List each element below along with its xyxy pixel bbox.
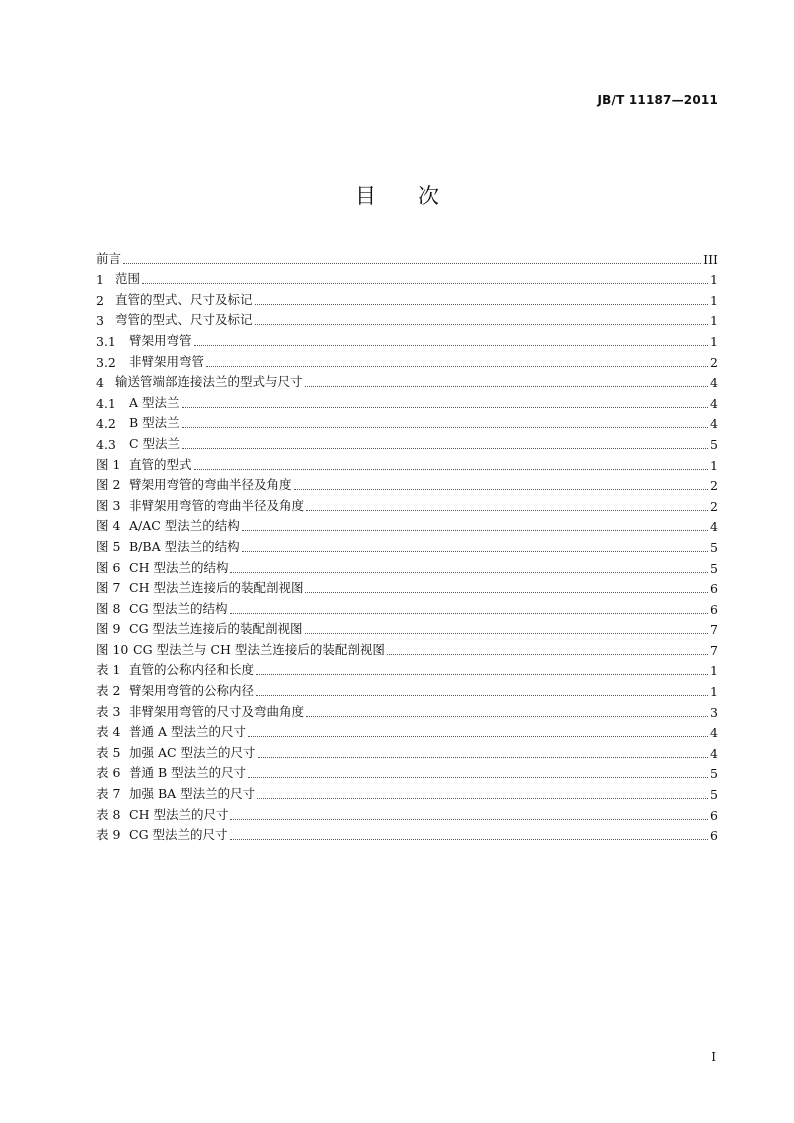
page-title [0, 180, 794, 210]
toc-entry-number: 表 2 [96, 683, 121, 699]
toc-entry[interactable] [96, 349, 718, 370]
toc-leader-dots [255, 318, 709, 325]
toc-entry-number: 表 4 [96, 724, 121, 740]
toc-entry-label: 臂架用弯管 [129, 332, 192, 348]
toc-leader-dots [305, 627, 709, 634]
toc-entry[interactable] [96, 287, 718, 308]
toc-leader-dots [230, 565, 708, 572]
toc-entry-page: 5 [710, 787, 718, 803]
toc-entry[interactable] [96, 431, 718, 452]
toc-leader-dots [182, 401, 709, 408]
toc-entry-page: 5 [710, 766, 718, 782]
toc-leader-dots [306, 503, 708, 510]
toc-leader-dots [305, 380, 709, 387]
toc-entry[interactable] [96, 802, 718, 823]
toc-entry-label: 前言 [96, 250, 122, 266]
toc-leader-dots [194, 339, 709, 346]
toc-entry-page: 3 [710, 704, 718, 720]
toc-entry-page: 7 [710, 642, 718, 658]
toc-leader-dots [123, 256, 701, 263]
toc-entry-label: 普通 B 型法兰的尺寸 [129, 765, 247, 781]
toc-entry-label: A/AC 型法兰的结构 [129, 518, 240, 534]
toc-entry-label: CH 型法兰的结构 [129, 559, 229, 575]
toc-entry-label: CH 型法兰的尺寸 [129, 806, 229, 822]
toc-entry-page: 4 [710, 519, 718, 535]
toc-entry-number: 图 3 [96, 497, 121, 513]
toc-leader-dots [256, 668, 708, 675]
toc-entry-label: 输送管端部连接法兰的型式与尺寸 [115, 374, 303, 390]
toc-entry-label: 直管的公称内径和长度 [129, 662, 255, 678]
toc-entry-number: 图 10 [96, 641, 129, 657]
toc-entry-label: B 型法兰 [129, 415, 180, 431]
toc-entry-number: 4.1 [96, 395, 116, 411]
toc-entry[interactable] [96, 493, 718, 514]
toc-entry-number: 图 7 [96, 580, 121, 596]
title-char-1: 目 [355, 184, 376, 208]
toc-entry-page: III [703, 251, 718, 267]
toc-entry[interactable] [96, 411, 718, 432]
toc-entry-page: 6 [710, 807, 718, 823]
toc-entry-number: 表 5 [96, 744, 121, 760]
toc-leader-dots [256, 689, 708, 696]
toc-entry-label: 加强 AC 型法兰的尺寸 [129, 744, 256, 760]
toc-entry[interactable] [96, 452, 718, 473]
toc-entry-label: 臂架用弯管的公称内径 [129, 683, 255, 699]
toc-leader-dots [194, 462, 709, 469]
toc-entry[interactable] [96, 246, 718, 267]
toc-entry-page: 2 [710, 478, 718, 494]
title-char-2: 次 [418, 184, 439, 208]
toc-leader-dots [206, 359, 708, 366]
toc-entry[interactable] [96, 720, 718, 741]
toc-entry-page: 1 [710, 333, 718, 349]
toc-entry-page: 6 [710, 828, 718, 844]
toc-entry-number: 图 9 [96, 621, 121, 637]
toc-leader-dots [255, 298, 709, 305]
toc-entry-number: 3 [96, 313, 104, 329]
toc-leader-dots [230, 606, 709, 613]
toc-leader-dots [230, 812, 708, 819]
toc-entry-number: 2 [96, 292, 104, 308]
toc-entry-number: 表 9 [96, 827, 121, 843]
toc-leader-dots [306, 709, 708, 716]
toc-entry-page: 4 [710, 395, 718, 411]
toc-entry-page: 1 [710, 313, 718, 329]
toc-leader-dots [242, 524, 708, 531]
toc-entry[interactable] [96, 473, 718, 494]
toc-entry-label: 普通 A 型法兰的尺寸 [129, 724, 246, 740]
toc-entry-number: 3.1 [96, 333, 116, 349]
standard-number: JB/T 11187—2011 [597, 93, 718, 107]
toc-entry[interactable] [96, 740, 718, 761]
toc-entry-number: 4 [96, 375, 104, 391]
toc-entry[interactable] [96, 637, 718, 658]
toc-leader-dots [387, 648, 708, 655]
toc-entry-number: 4.3 [96, 436, 116, 452]
toc-entry-number: 3.2 [96, 354, 116, 370]
toc-entry-label: 非臂架用弯管的弯曲半径及角度 [129, 497, 305, 513]
toc-entry[interactable] [96, 576, 718, 597]
toc-entry-label: 直管的型式 [129, 456, 192, 472]
toc-leader-dots [230, 833, 709, 840]
toc-entry-label: 加强 BA 型法兰的尺寸 [129, 786, 256, 802]
toc-entry-number: 4.2 [96, 416, 116, 432]
toc-leader-dots [248, 730, 708, 737]
toc-entry[interactable] [96, 761, 718, 782]
toc-entry[interactable] [96, 823, 718, 844]
toc-leader-dots [257, 792, 708, 799]
toc-leader-dots [305, 586, 708, 593]
table-of-contents [96, 246, 718, 843]
toc-entry-number: 图 8 [96, 600, 121, 616]
toc-entry-page: 2 [710, 354, 718, 370]
toc-leader-dots [258, 751, 709, 758]
toc-entry[interactable] [96, 617, 718, 638]
toc-entry-label: CH 型法兰连接后的装配剖视图 [129, 580, 304, 596]
toc-entry[interactable] [96, 678, 718, 699]
toc-entry-label: 臂架用弯管的弯曲半径及角度 [129, 477, 292, 493]
toc-entry-label: 直管的型式、尺寸及标记 [115, 291, 253, 307]
toc-entry[interactable] [96, 390, 718, 411]
toc-entry-page: 4 [710, 416, 718, 432]
toc-entry[interactable] [96, 534, 718, 555]
toc-entry[interactable] [96, 308, 718, 329]
toc-entry-number: 表 7 [96, 786, 121, 802]
toc-entry-number: 图 6 [96, 559, 121, 575]
toc-entry-number: 表 1 [96, 662, 121, 678]
toc-entry-number: 图 2 [96, 477, 121, 493]
toc-entry-number: 表 3 [96, 703, 121, 719]
toc-leader-dots [182, 442, 708, 449]
toc-entry[interactable] [96, 267, 718, 288]
toc-entry-page: 1 [710, 684, 718, 700]
toc-entry-label: 非臂架用弯管的尺寸及弯曲角度 [129, 703, 305, 719]
toc-entry-label: CG 型法兰连接后的装配剖视图 [129, 621, 303, 637]
toc-leader-dots [294, 483, 709, 490]
toc-entry[interactable] [96, 781, 718, 802]
toc-entry-page: 1 [710, 457, 718, 473]
toc-entry-page: 6 [710, 581, 718, 597]
toc-entry-page: 4 [710, 745, 718, 761]
toc-entry-label: A 型法兰 [129, 394, 180, 410]
toc-entry-number: 图 4 [96, 518, 121, 534]
toc-entry-number: 1 [96, 272, 104, 288]
toc-entry-number: 图 1 [96, 456, 121, 472]
toc-leader-dots [142, 277, 708, 284]
toc-entry-label: 弯管的型式、尺寸及标记 [115, 312, 253, 328]
toc-leader-dots [182, 421, 708, 428]
toc-entry-label: B/BA 型法兰的结构 [129, 538, 240, 554]
toc-entry-label: C 型法兰 [129, 435, 181, 451]
toc-entry-page: 1 [710, 272, 718, 288]
toc-entry[interactable] [96, 370, 718, 391]
toc-entry-label: 非臂架用弯管 [129, 353, 205, 369]
toc-entry-page: 7 [710, 622, 718, 638]
toc-entry-number: 表 6 [96, 765, 121, 781]
toc-entry-label: CG 型法兰的尺寸 [129, 827, 228, 843]
toc-leader-dots [242, 545, 708, 552]
toc-entry[interactable] [96, 328, 718, 349]
toc-entry-page: 4 [710, 375, 718, 391]
toc-leader-dots [248, 771, 708, 778]
toc-entry-label: CG 型法兰的结构 [129, 600, 228, 616]
toc-entry-page: 6 [710, 601, 718, 617]
toc-entry-label: 范围 [115, 271, 141, 287]
toc-entry-number: 图 5 [96, 538, 121, 554]
toc-entry-page: 5 [710, 436, 718, 452]
toc-entry[interactable] [96, 699, 718, 720]
toc-entry-page: 2 [710, 498, 718, 514]
toc-entry[interactable] [96, 555, 718, 576]
toc-entry[interactable] [96, 514, 718, 535]
toc-entry-number: 表 8 [96, 806, 121, 822]
toc-entry[interactable] [96, 658, 718, 679]
toc-entry-page: 5 [710, 539, 718, 555]
toc-entry-page: 1 [710, 663, 718, 679]
toc-entry-page: 5 [710, 560, 718, 576]
toc-entry-page: 1 [710, 292, 718, 308]
page-number: I [711, 1050, 716, 1064]
toc-entry[interactable] [96, 596, 718, 617]
toc-entry-label: CG 型法兰与 CH 型法兰连接后的装配剖视图 [133, 641, 385, 657]
toc-entry-page: 4 [710, 725, 718, 741]
